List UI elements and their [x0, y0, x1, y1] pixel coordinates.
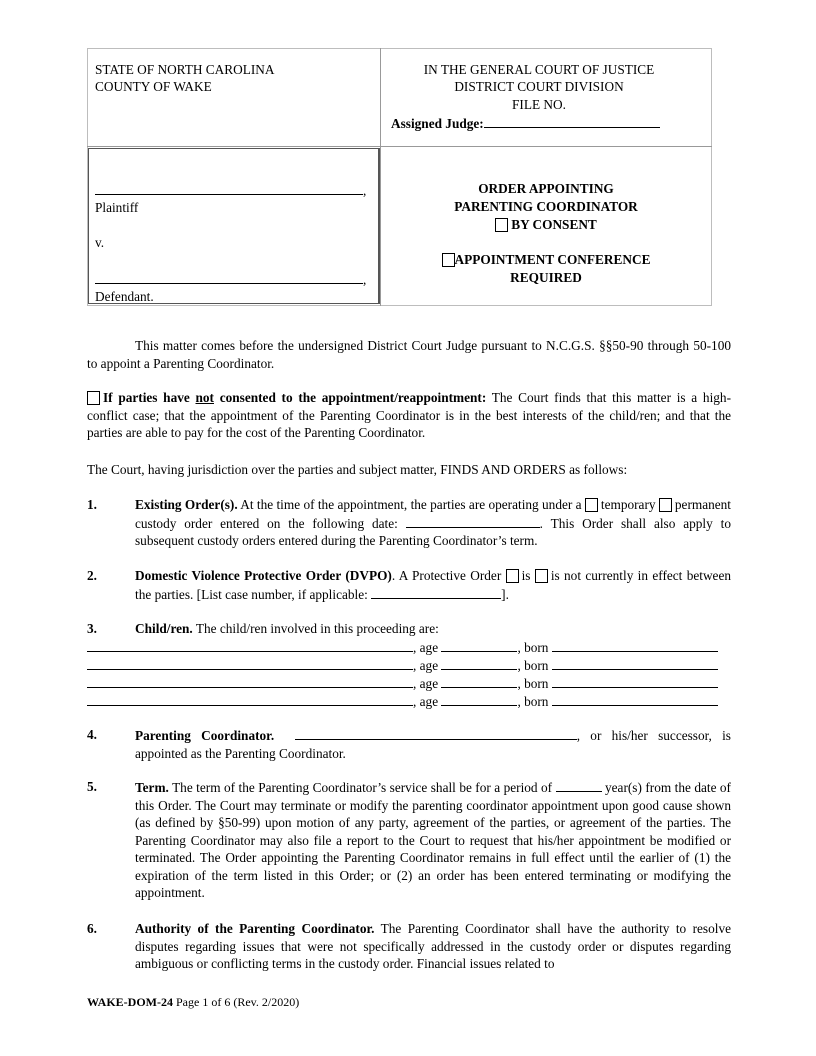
findings-intro: The Court, having jurisdiction over the parties and subject matter, FINDS AND ORDERS as follows:	[87, 462, 628, 477]
dvpo-case-number-field[interactable]	[371, 585, 501, 599]
dvpo-is-label: is	[521, 568, 531, 583]
nonconsent-text: The Court finds that this matter is a high-conflict case; that the appointment of the Parenting Coordinator is in the best interests of the child/ren; and that the parties are able to pay for the cost of the Parenting Coordinator.	[87, 390, 731, 440]
by-consent-checkbox[interactable]	[495, 218, 508, 232]
by-consent-label: BY CONSENT	[511, 217, 597, 232]
item-text: The term of the Parenting Coordinator’s service shall be for a period of	[168, 780, 553, 795]
born-label: , born	[517, 640, 549, 655]
item-text: The child/ren involved in this proceeding are:	[192, 621, 439, 636]
born-label: , born	[517, 694, 549, 709]
item-text-b: . This Order shall also apply to subsequent custody orders entered during the Parenting Coordinator’s term.	[135, 515, 731, 548]
dvpo-is-checkbox[interactable]	[506, 569, 519, 583]
child-age-field[interactable]	[441, 656, 517, 670]
defendant-row: ,	[95, 270, 366, 289]
child-age-field[interactable]	[441, 692, 517, 706]
conference-row	[381, 251, 711, 269]
child-name-field[interactable]	[87, 638, 413, 652]
item-number: 2.	[87, 568, 97, 583]
item-heading: Child/ren.	[135, 621, 193, 636]
child-row	[87, 692, 731, 709]
plaintiff-name-field[interactable]	[95, 181, 363, 195]
item-number: 1.	[87, 497, 97, 512]
child-row	[87, 674, 731, 691]
item-number: 4.	[87, 727, 97, 742]
court-line-1: IN THE GENERAL COURT OF JUSTICE	[423, 62, 655, 77]
child-row	[87, 638, 731, 655]
plaintiff-label: Plaintiff	[95, 200, 139, 215]
item-heading: Authority of the Parenting Coordinator.	[135, 921, 375, 936]
child-row	[87, 656, 731, 673]
temporary-checkbox[interactable]	[585, 498, 598, 512]
item-body	[135, 567, 731, 603]
nonconsent-paragraph	[87, 389, 731, 442]
item-text: . A Protective Order	[391, 568, 502, 583]
item-body	[135, 778, 731, 902]
dvpo-is-not-checkbox[interactable]	[535, 569, 548, 583]
child-name-field[interactable]	[87, 692, 413, 706]
child-born-field[interactable]	[552, 692, 718, 706]
item-body	[135, 920, 731, 973]
permanent-label: permanent custody order entered on the following date:	[135, 497, 732, 531]
conference-label-1: APPOINTMENT CONFERENCE	[454, 252, 651, 267]
order-title-line-2: PARENTING COORDINATOR	[454, 199, 638, 214]
caption-divider-horizontal	[87, 146, 712, 147]
nonconsent-lead-not: not	[195, 390, 214, 405]
child-age-field[interactable]	[441, 674, 517, 688]
temporary-label: temporary	[600, 497, 656, 512]
child-age-field[interactable]	[441, 638, 517, 652]
item-text: At the time of the appointment, the parties are operating under a	[237, 497, 582, 512]
by-consent-row	[381, 216, 711, 234]
age-label: , age	[413, 658, 439, 673]
assigned-judge-row	[391, 114, 660, 133]
conference-checkbox[interactable]	[442, 253, 455, 267]
assigned-judge-label: Assigned Judge:	[391, 116, 484, 131]
item-body	[135, 496, 731, 550]
item-number: 6.	[87, 921, 97, 936]
item-body	[135, 620, 731, 638]
court-line-2: DISTRICT COURT DIVISION	[454, 79, 624, 94]
item-text-b: year(s) from the date of this Order. The Court may terminate or modify the parenting coordinator appointment upon good cause shown (as defined by §50-99) upon motion of any party, agreement of the parties, or agreement of the parties. The Parenting Coordinator may also file a report to the Court to request that his/her appointment be modified or terminated. The Order appointing the Parenting Coordinator remains in full effect until the earlier of (1) the expiration of the term listed in this Order; or (2) an order has been entered terminating or modifying the appointment.	[135, 780, 731, 900]
child-name-field[interactable]	[87, 674, 413, 688]
state-name: STATE OF NORTH CAROLINA	[95, 62, 275, 77]
intro-paragraph: This matter comes before the undersigned District Court Judge pursuant to N.C.G.S. §§50-90 through 50-100 to appoint a Parenting Coordinator.	[87, 338, 731, 371]
nonconsent-lead-b: consented to the appointment/reappointment:	[213, 390, 487, 405]
age-label: , age	[413, 694, 439, 709]
defendant-name-field[interactable]	[95, 270, 363, 284]
born-label: , born	[517, 676, 549, 691]
item-text: , or his/her successor, is appointed as the Parenting Coordinator.	[135, 728, 731, 761]
born-label: , born	[517, 658, 549, 673]
dvpo-is-not-label: is not currently in effect between the parties. [List case number, if applicable:	[135, 568, 732, 602]
child-name-field[interactable]	[87, 656, 413, 670]
assigned-judge-field[interactable]	[484, 114, 660, 128]
file-number-label: FILE NO.	[512, 97, 566, 112]
age-label: , age	[413, 640, 439, 655]
page-footer	[87, 994, 299, 1012]
item-text-b: ].	[501, 586, 509, 602]
defendant-label: Defendant.	[95, 289, 154, 304]
item-text: The Parenting Coordinator shall have the authority to resolve disputes regarding issues that were not specifically addressed in the custody order or disputes regarding ambiguous or conflicting terms in the custody order. Financial issues related to	[135, 921, 731, 971]
versus-label: v.	[95, 235, 105, 250]
term-years-field[interactable]	[556, 778, 602, 792]
form-id: WAKE-DOM-24	[87, 995, 173, 1009]
order-title-line-1: ORDER APPOINTING	[478, 181, 614, 196]
item-heading: Parenting Coordinator.	[135, 728, 275, 743]
permanent-checkbox[interactable]	[659, 498, 672, 512]
item-number: 5.	[87, 779, 97, 794]
order-date-field[interactable]	[406, 514, 540, 528]
child-born-field[interactable]	[552, 656, 718, 670]
page-info: Page 1 of 6 (Rev. 2/2020)	[173, 995, 300, 1009]
age-label: , age	[413, 676, 439, 691]
plaintiff-row: ,	[95, 181, 366, 200]
nonconsent-checkbox[interactable]	[87, 391, 100, 405]
item-body	[135, 726, 731, 762]
child-born-field[interactable]	[552, 674, 718, 688]
item-number: 3.	[87, 621, 97, 636]
item-heading: Existing Order(s).	[135, 497, 238, 512]
county-name: COUNTY OF WAKE	[95, 79, 212, 94]
nonconsent-lead-a: If parties have	[103, 390, 196, 405]
conference-label-2: REQUIRED	[510, 270, 582, 285]
item-heading: Domestic Violence Protective Order (DVPO)	[135, 568, 392, 583]
child-born-field[interactable]	[552, 638, 718, 652]
item-heading: Term.	[135, 780, 169, 795]
coordinator-name-field[interactable]	[295, 726, 577, 740]
